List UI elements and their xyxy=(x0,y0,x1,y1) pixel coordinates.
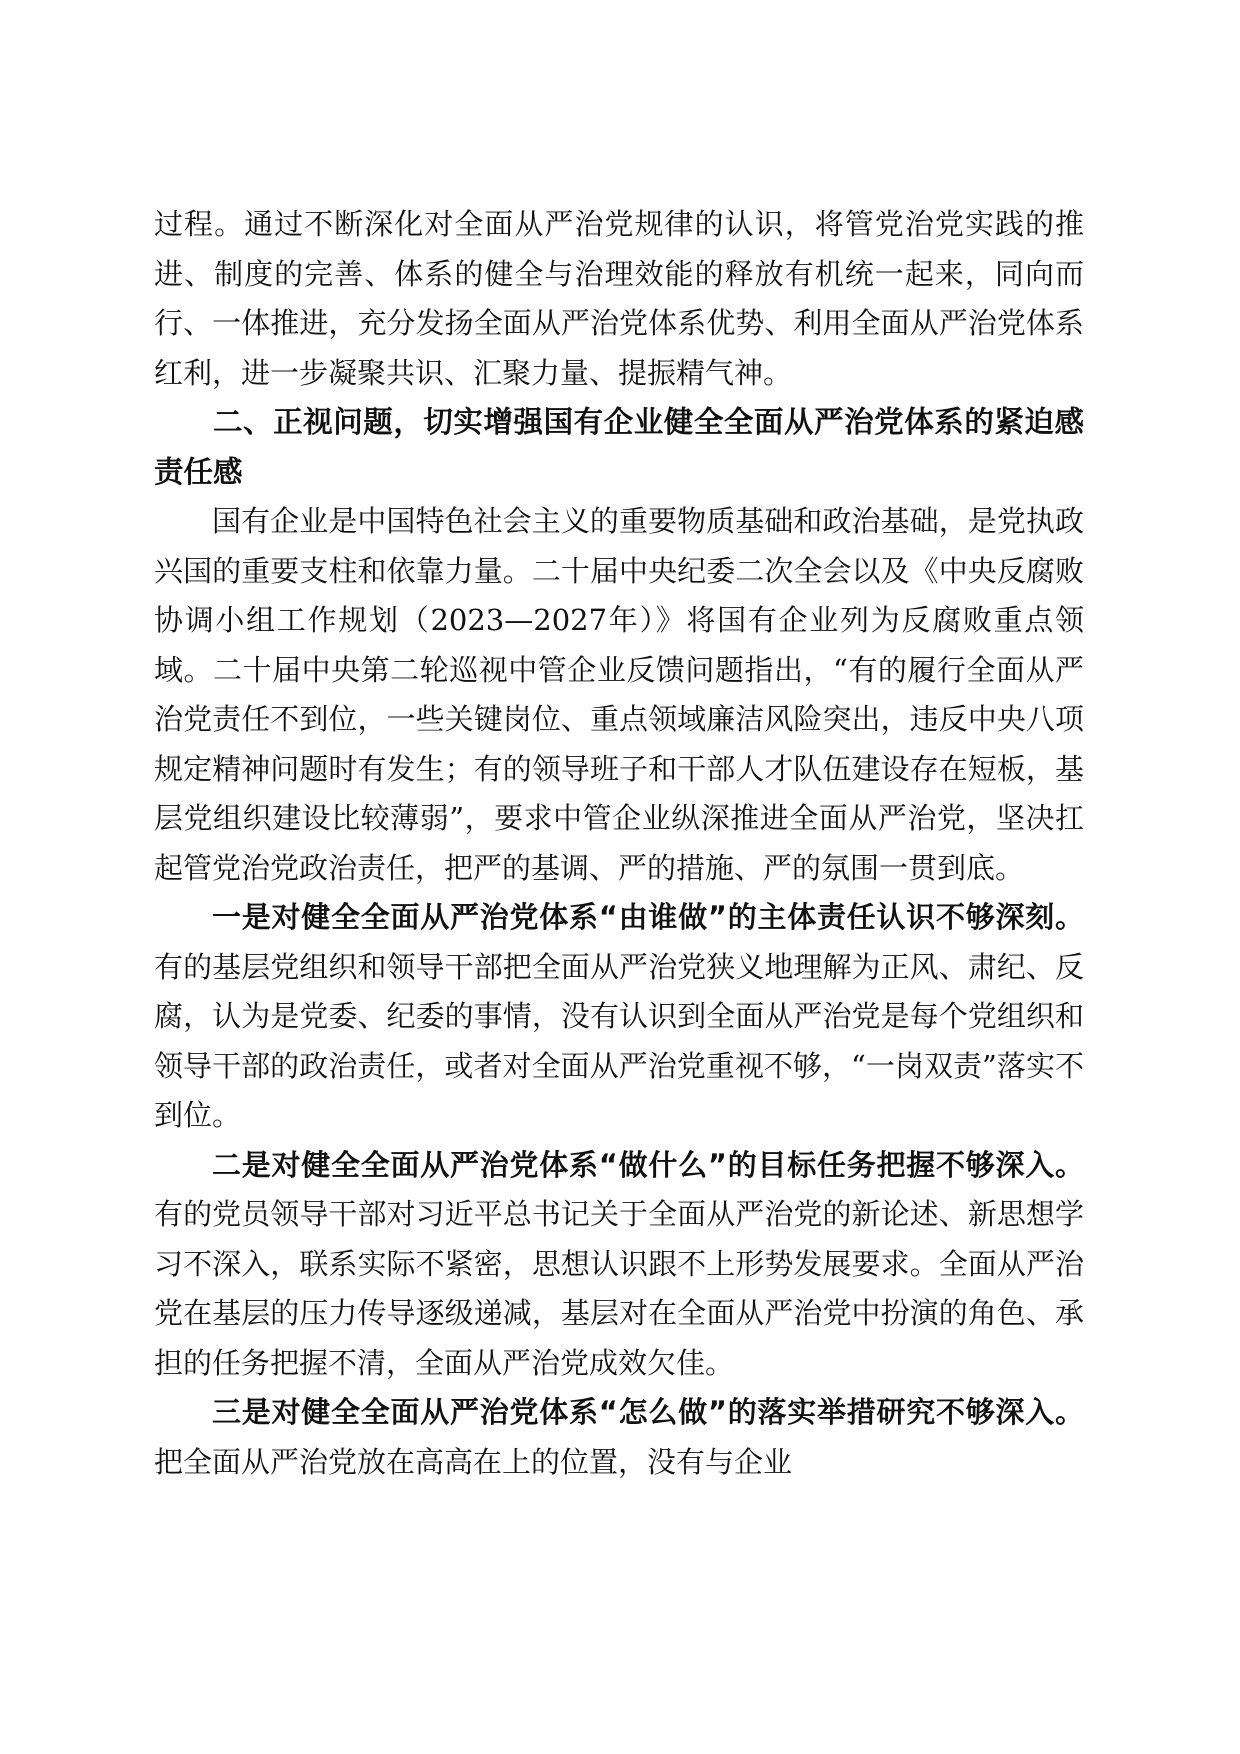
document-body xyxy=(154,200,1084,1487)
issue-lead-1: 一是对健全全面从严治党体系“由谁做”的主体责任认识不够深刻。 xyxy=(212,900,1084,934)
section-intro-paragraph: 国有企业是中国特色社会主义的重要物质基础和政治基础，是党执政兴国的重要支柱和依靠力量。二十届中央纪委二次全会以及《中央反腐败协调小组工作规划（2023—2027年）》将国有企业列为反腐败重点领域。二十届中央第二轮巡视中管企业反馈问题指出，“有的履行全面从严治党责任不到位，一些关键岗位、重点领域廉洁风险突出，违反中央八项规定精神问题时有发生；有的领导班子和干部人才队伍建设存在短板，基层党组织建设比较薄弱”，要求中管企业纵深推进全面从严治党，坚决扛起管党治党政治责任，把严的基调、严的措施、严的氛围一贯到底。 xyxy=(154,504,1084,885)
issue-lead-2: 二是对健全全面从严治党体系“做什么”的目标任务把握不够深入。 xyxy=(212,1147,1084,1182)
issue-body-3: 把全面从严治党放在高高在上的位置，没有与企业 xyxy=(154,1444,793,1479)
section-heading: 二、正视问题，切实增强国有企业健全全面从严治党体系的紧迫感责任感 xyxy=(154,405,1084,489)
issue-lead-3: 三是对健全全面从严治党体系“怎么做”的落实举措研究不够深入。 xyxy=(212,1395,1084,1429)
opening-paragraph: 过程。通过不断深化对全面从严治党规律的认识，将管党治党实践的推进、制度的完善、体系的健全与治理效能的释放有机统一起来，同向而行、一体推进，充分发扬全面从严治党体系优势、利用全面从严治党体系红利，进一步凝聚共识、汇聚力量、提振精气神。 xyxy=(154,207,1084,390)
issue-paragraph-1 xyxy=(154,893,1084,1141)
issue-paragraph-3 xyxy=(154,1388,1084,1487)
issue-body-1: 有的基层党组织和领导干部把全面从严治党狭义地理解为正风、肃纪、反腐，认为是党委、纪委的事情，没有认识到全面从严治党是每个党组织和领导干部的政治责任，或者对全面从严治党重视不够，“一岗双责”落实不到位。 xyxy=(154,949,1084,1132)
issue-paragraph-2 xyxy=(154,1141,1084,1389)
issue-body-2: 有的党员领导干部对习近平总书记关于全面从严治党的新论述、新思想学习不深入，联系实际不紧密，思想认识跟不上形势发展要求。全面从严治党在基层的压力传导逐级递减，基层对在全面从严治党中扮演的角色、承担的任务把握不清，全面从严治党成效欠佳。 xyxy=(154,1197,1084,1380)
